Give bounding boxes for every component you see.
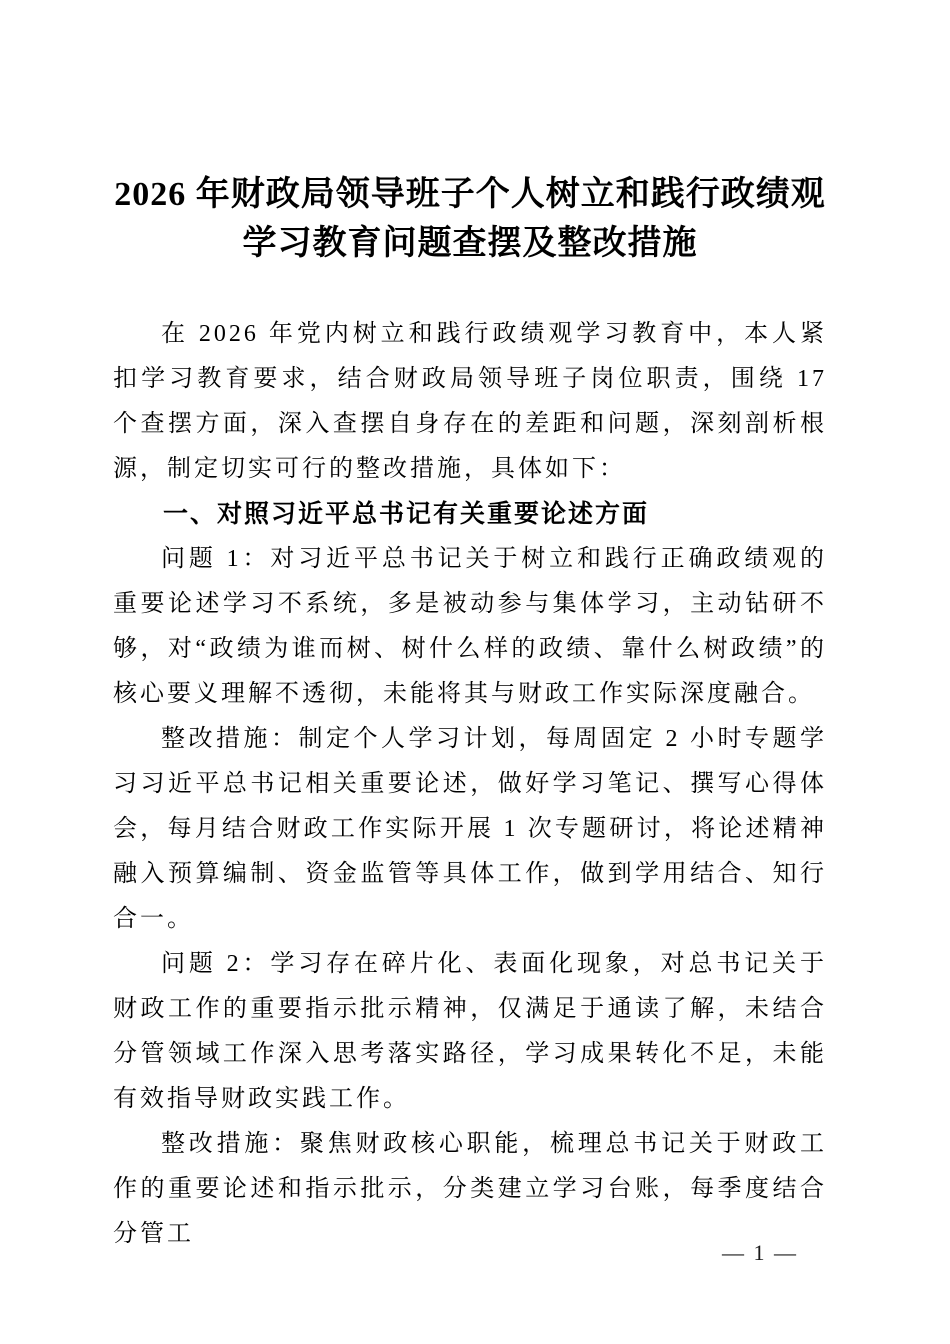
- document-title: 2026 年财政局领导班子个人树立和践行政绩观学习教育问题查摆及整改措施: [114, 176, 826, 262]
- section-heading-1: 一、对照习近平总书记有关重要论述方面: [163, 500, 650, 528]
- problem-2-paragraph: 问题 2：学习存在碎片化、表面化现象，对总书记关于财政工作的重要指示批示精神，仅满足于通读了解，未结合分管领域工作深入思考落实路径，学习成果转化不足，未能有效指导财政实践工作。: [113, 951, 827, 1112]
- problem-1-paragraph: 问题 1：对习近平总书记关于树立和践行正确政绩观的重要论述学习不系统，多是被动参与集体学习，主动钻研不够，对“政绩为谁而树、树什么样的政绩、靠什么树政绩”的核心要义理解不透彻，未能将其与财政工作实际深度融合。: [113, 546, 827, 707]
- intro-paragraph: 在 2026 年党内树立和践行政绩观学习教育中，本人紧扣学习教育要求，结合财政局领导班子岗位职责，围绕 17 个查摆方面，深入查摆自身存在的差距和问题，深刻剖析根源，制定切实可行的整改措施，具体如下：: [113, 321, 827, 482]
- document-body: [113, 312, 827, 1257]
- page-number-footer: — 1 —: [722, 1240, 798, 1265]
- remedy-2-paragraph: 整改措施：聚焦财政核心职能，梳理总书记关于财政工作的重要论述和指示批示，分类建立学习台账，每季度结合分管工: [113, 1131, 827, 1247]
- remedy-1-paragraph: 整改措施：制定个人学习计划，每周固定 2 小时专题学习习近平总书记相关重要论述，做好学习笔记、撰写心得体会，每月结合财政工作实际开展 1 次专题研讨，将论述精神融入预算编制、资金监管等具体工作，做到学用结合、知行合一。: [113, 726, 827, 932]
